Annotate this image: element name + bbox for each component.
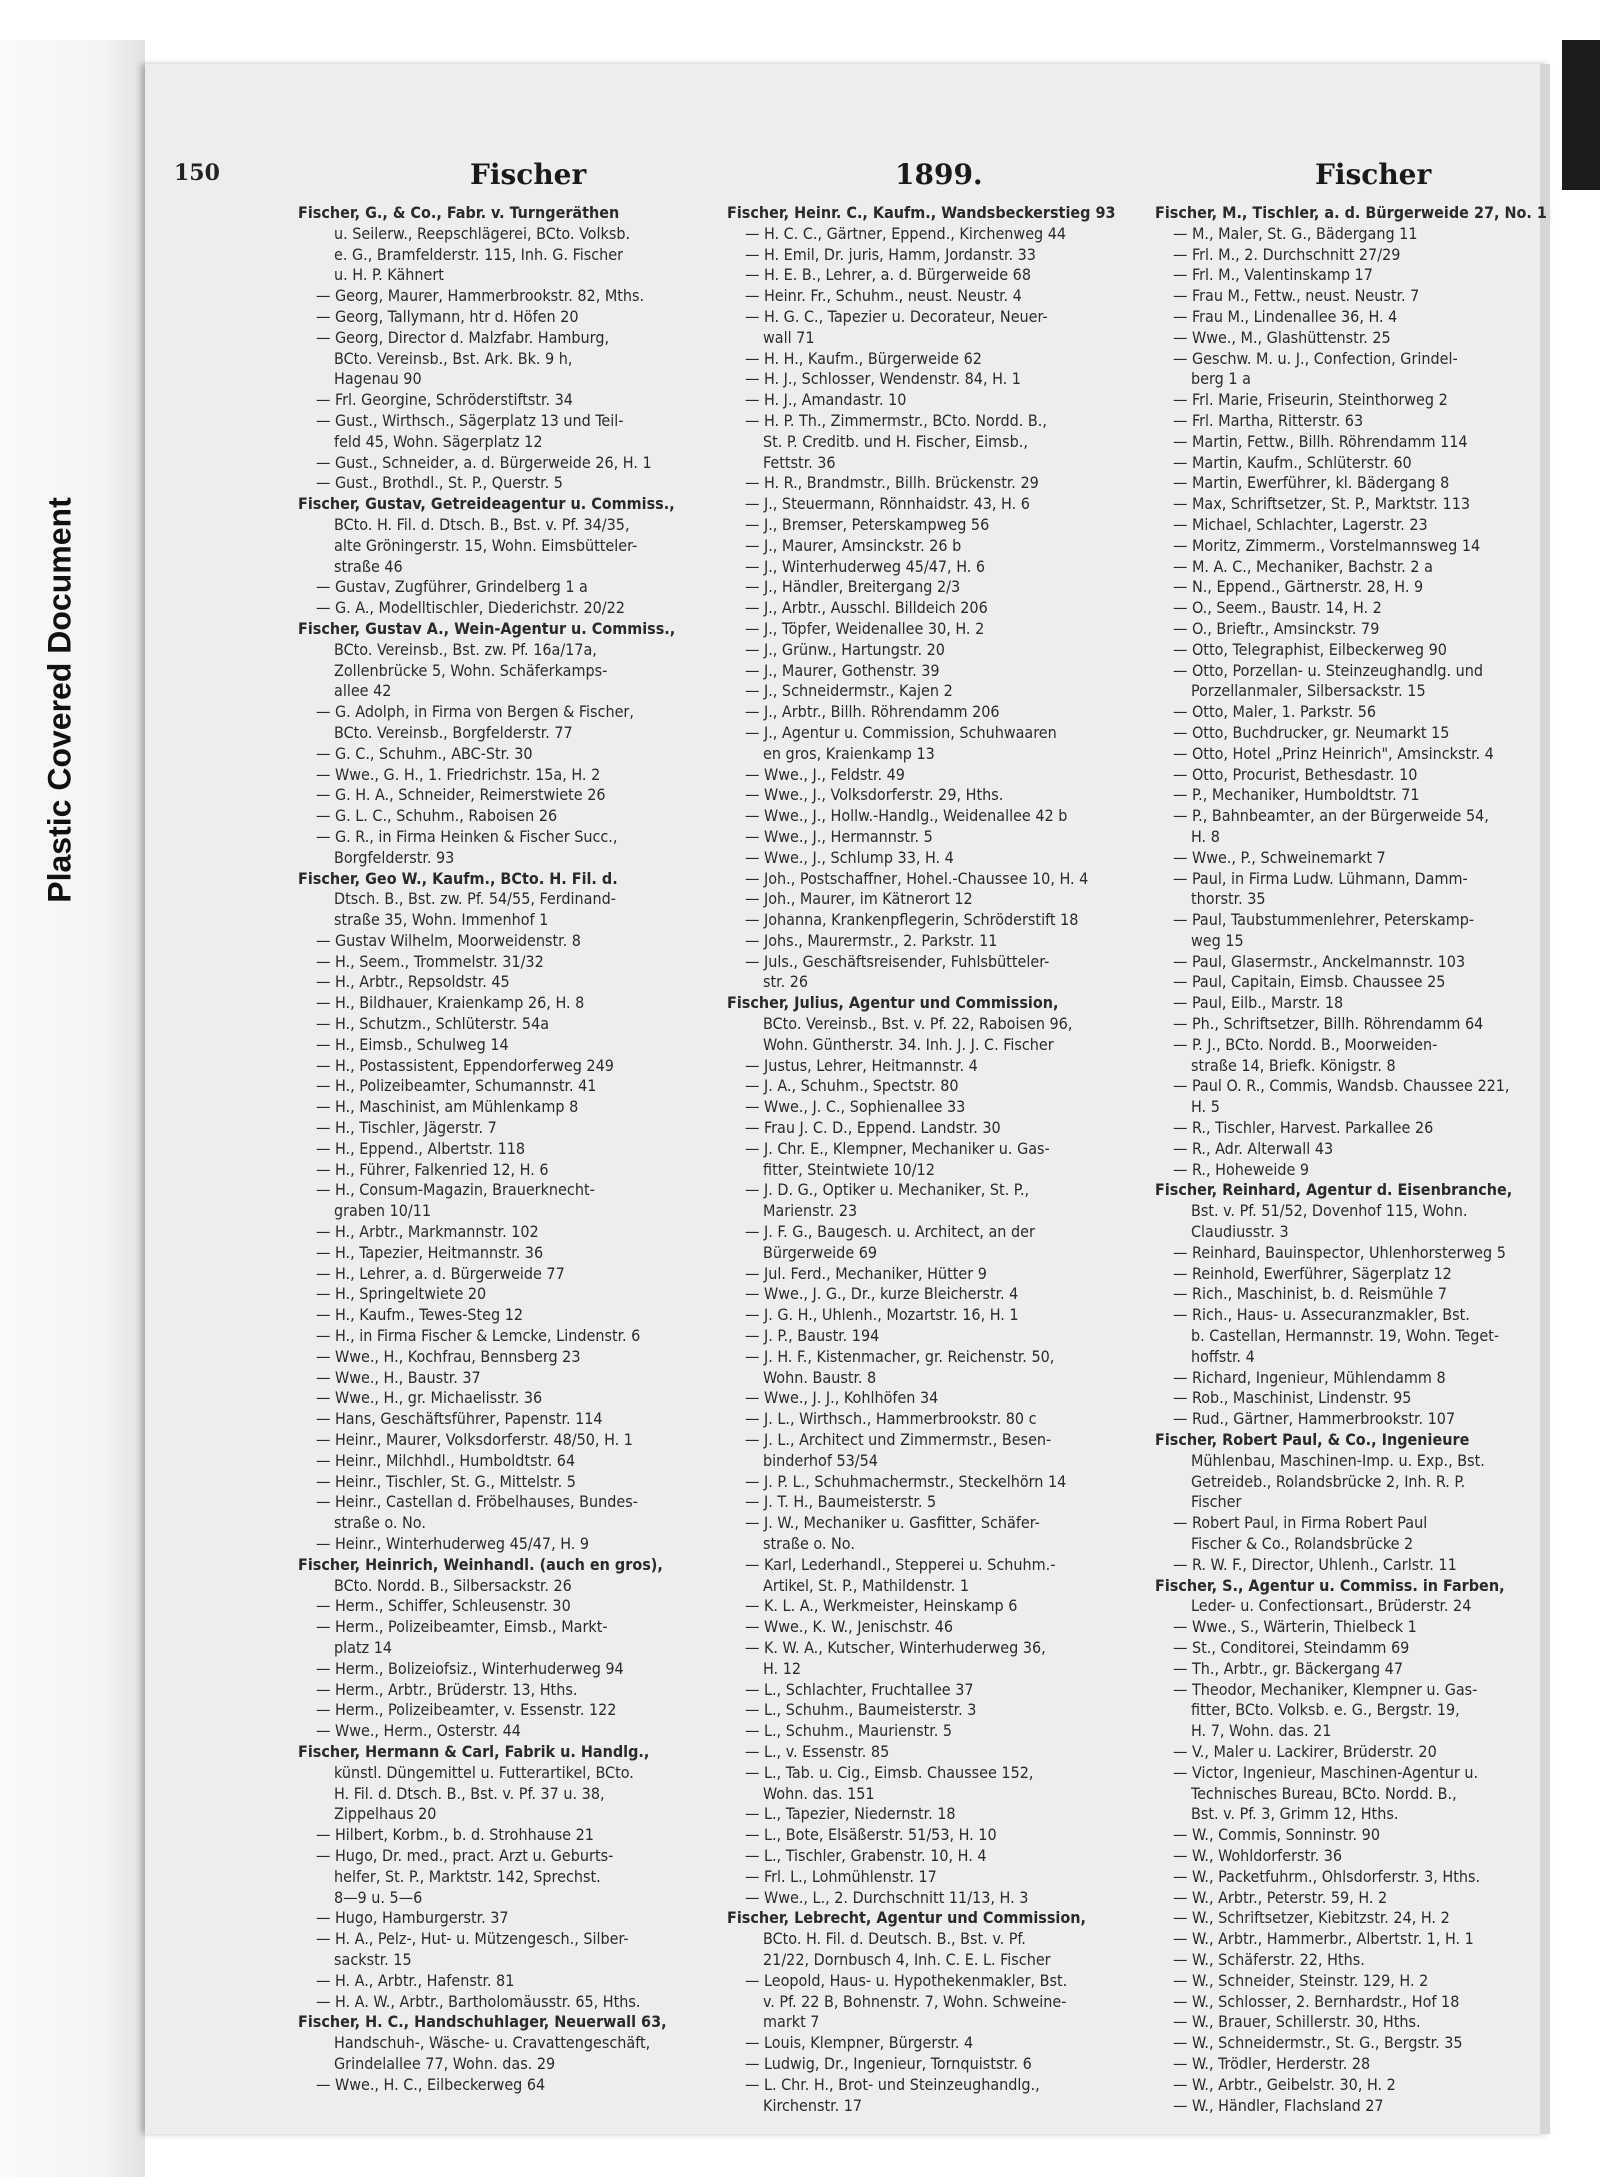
directory-entry-line: — Wwe., J., Volksdorferstr. 29, Hths.: [745, 785, 1004, 805]
directory-entry-line: — H., Tischler, Jägerstr. 7: [316, 1118, 497, 1138]
directory-entry-line: feld 45, Wohn. Sägerplatz 12: [334, 431, 543, 451]
directory-entry-line: Zippelhaus 20: [334, 1804, 437, 1824]
directory-entry-line: Technisches Bureau, BCto. Nordd. B.,: [1191, 1783, 1457, 1803]
directory-entry-line: — J., Agentur u. Commission, Schuhwaaren: [745, 722, 1057, 742]
directory-entry-line: Getreideb., Rolandsbrücke 2, Inh. R. P.: [1191, 1471, 1466, 1491]
directory-entry-line: — J., Arbtr., Billh. Röhrendamm 206: [745, 702, 1000, 722]
directory-entry-line: — J. G. H., Uhlenh., Mozartstr. 16, H. 1: [745, 1305, 1019, 1325]
directory-entry-line: Marienstr. 23: [763, 1201, 858, 1221]
directory-entry-line: — Rich., Haus- u. Assecuranzmakler, Bst.: [1173, 1305, 1470, 1325]
directory-entry-line: — J. A., Schuhm., Spectstr. 80: [745, 1076, 959, 1096]
directory-entry-line: — H. G. C., Tapezier u. Decorateur, Neuer-: [745, 306, 1048, 326]
directory-entry-line: Fischer, M., Tischler, a. d. Bürgerweide 27, No. 1: [1155, 203, 1547, 222]
directory-entry-line: — H. A., Arbtr., Hafenstr. 81: [316, 1970, 515, 1990]
directory-entry-line: — Wwe., K. W., Jenischstr. 46: [745, 1617, 954, 1637]
directory-entry-line: — Wwe., H., gr. Michaelisstr. 36: [316, 1388, 543, 1408]
directory-entry-line: — Georg, Maurer, Hammerbrookstr. 82, Mths.: [316, 286, 645, 306]
directory-entry-line: — Johs., Maurermstr., 2. Parkstr. 11: [745, 930, 998, 950]
column-left: [298, 203, 708, 2096]
directory-entry-line: Wohn. Güntherstr. 34. Inh. J. J. C. Fischer: [763, 1034, 1054, 1054]
directory-entry-line: — Frl. Georgine, Schröderstiftstr. 34: [316, 390, 573, 410]
directory-entry-line: — Paul, in Firma Ludw. Lühmann, Damm-: [1173, 868, 1468, 888]
directory-entry-line: — W., Wohldorferstr. 36: [1173, 1845, 1343, 1865]
directory-entry-line: — Wwe., S., Wärterin, Thielbeck 1: [1173, 1617, 1417, 1637]
directory-entry-line: BCto. H. Fil. d. Dtsch. B., Bst. v. Pf. 34/35,: [334, 514, 630, 534]
directory-entry-line: — H. R., Brandmstr., Billh. Brückenstr. 29: [745, 473, 1039, 493]
directory-entry-line: — Leopold, Haus- u. Hypothekenmakler, Bst.: [745, 1970, 1068, 1990]
directory-entry-line: — R. W. F., Director, Uhlenh., Carlstr. 11: [1173, 1554, 1457, 1574]
directory-entry-line: — Theodor, Mechaniker, Klempner u. Gas-: [1173, 1679, 1478, 1699]
side-label-text: Plastic Covered Document: [41, 497, 78, 903]
directory-entry-line: berg 1 a: [1191, 369, 1251, 389]
directory-entry-line: — V., Maler u. Lackirer, Brüderstr. 20: [1173, 1741, 1437, 1761]
directory-entry-line: — Heinr., Milchhdl., Humboldtstr. 64: [316, 1450, 576, 1470]
directory-entry-line: — N., Eppend., Gärtnerstr. 28, H. 9: [1173, 577, 1424, 597]
directory-entry-line: — Georg, Director d. Malzfabr. Hamburg,: [316, 327, 610, 347]
directory-entry-line: Fischer, Gustav, Getreideagentur u. Commiss.,: [298, 494, 675, 514]
directory-entry-line: — Wwe., L., 2. Durchschnitt 11/13, H. 3: [745, 1887, 1029, 1907]
directory-entry-line: — Wwe., H., Baustr. 37: [316, 1367, 481, 1387]
directory-entry-line: — H. H., Kaufm., Bürgerweide 62: [745, 348, 982, 368]
directory-entry-line: alte Gröningerstr. 15, Wohn. Eimsbütteler-: [334, 535, 638, 555]
directory-entry-line: — O., Brieftr., Amsinckstr. 79: [1173, 618, 1380, 638]
directory-entry-line: BCto. Vereinsb., Bst. zw. Pf. 16a/17a,: [334, 639, 597, 659]
directory-entry-line: — Robert Paul, in Firma Robert Paul: [1173, 1513, 1428, 1533]
directory-entry-line: — L., Schuhm., Baumeisterstr. 3: [745, 1700, 977, 1720]
directory-entry-line: — Joh., Maurer, im Kätnerort 12: [745, 889, 973, 909]
directory-entry-line: — R., Tischler, Harvest. Parkallee 26: [1173, 1118, 1434, 1138]
directory-entry-line: e. G., Bramfelderstr. 115, Inh. G. Fischer: [334, 244, 624, 264]
directory-entry-line: — Martin, Ewerführer, kl. Bädergang 8: [1173, 473, 1450, 493]
directory-entry-line: — H., Führer, Falkenried 12, H. 6: [316, 1159, 549, 1179]
column-middle: [727, 203, 1137, 2116]
directory-entry-line: — H., Bildhauer, Kraienkamp 26, H. 8: [316, 993, 585, 1013]
directory-entry-line: Zollenbrücke 5, Wohn. Schäferkamps-: [334, 660, 608, 680]
directory-entry-line: Leder- u. Confectionsart., Brüderstr. 24: [1191, 1596, 1472, 1616]
directory-entry-line: b. Castellan, Hermannstr. 19, Wohn. Teget-: [1191, 1326, 1500, 1346]
directory-entry-line: — Paul O. R., Commis, Wandsb. Chaussee 221,: [1173, 1076, 1510, 1096]
side-label: [28, 0, 92, 1400]
directory-entry-line: str. 26: [763, 972, 809, 992]
directory-entry-line: Porzellanmaler, Silbersackstr. 15: [1191, 681, 1426, 701]
directory-entry-line: — Ludwig, Dr., Ingenieur, Tornquiststr. 6: [745, 2053, 1032, 2073]
directory-entry-line: — H., Arbtr., Markmannstr. 102: [316, 1222, 539, 1242]
directory-entry-line: — Wwe., Herm., Osterstr. 44: [316, 1721, 521, 1741]
directory-entry-line: — Otto, Maler, 1. Parkstr. 56: [1173, 702, 1377, 722]
directory-entry-line: — Hugo, Hamburgerstr. 37: [316, 1908, 509, 1928]
directory-entry-line: — Otto, Buchdrucker, gr. Neumarkt 15: [1173, 722, 1450, 742]
directory-entry-line: — W., Brauer, Schillerstr. 30, Hths.: [1173, 2012, 1421, 2032]
directory-entry-line: 8—9 u. 5—6: [334, 1887, 423, 1907]
directory-entry-line: Fischer, Heinr. C., Kaufm., Wandsbeckerstieg 93: [727, 203, 1116, 222]
directory-entry-line: — J. T. H., Baumeisterstr. 5: [745, 1492, 937, 1512]
directory-entry-line: — J., Grünw., Hartungstr. 20: [745, 639, 945, 659]
directory-entry-line: — Hans, Geschäftsführer, Papenstr. 114: [316, 1409, 603, 1429]
directory-entry-line: — Wwe., J., Feldstr. 49: [745, 764, 905, 784]
directory-entry-line: — Paul, Taubstummenlehrer, Peterskamp-: [1173, 910, 1475, 930]
directory-entry-line: — J. H. F., Kistenmacher, gr. Reichenstr. 50,: [745, 1346, 1055, 1366]
directory-entry-line: — Herm., Bolizeiofsiz., Winterhuderweg 94: [316, 1658, 624, 1678]
directory-entry-line: — K. L. A., Werkmeister, Heinskamp 6: [745, 1596, 1018, 1616]
directory-entry-line: — Juls., Geschäftsreisender, Fuhlsbütteler-: [745, 951, 1050, 971]
directory-entry-line: — H., Eppend., Albertstr. 118: [316, 1138, 526, 1158]
directory-entry-line: — L., Schlachter, Fruchtallee 37: [745, 1679, 974, 1699]
directory-entry-line: — H., Schutzm., Schlüterstr. 54a: [316, 1014, 550, 1034]
directory-entry-line: BCto. H. Fil. d. Deutsch. B., Bst. v. Pf.: [763, 1929, 1026, 1949]
directory-entry-line: — Otto, Telegraphist, Eilbeckerweg 90: [1173, 639, 1447, 659]
directory-entry-line: — H. J., Schlosser, Wendenstr. 84, H. 1: [745, 369, 1021, 389]
directory-entry-line: — L., Tab. u. Cig., Eimsb. Chaussee 152,: [745, 1762, 1034, 1782]
directory-entry-line: — W., Schneidermstr., St. G., Bergstr. 35: [1173, 2033, 1463, 2053]
directory-entry-line: — Wwe., J., Hermannstr. 5: [745, 826, 933, 846]
directory-entry-line: — Paul, Eilb., Marstr. 18: [1173, 993, 1344, 1013]
directory-entry-line: fitter, Steintwiete 10/12: [763, 1159, 935, 1179]
directory-entry-line: — St., Conditorei, Steindamm 69: [1173, 1637, 1410, 1657]
directory-entry-line: — Heinr., Castellan d. Fröbelhauses, Bundes-: [316, 1492, 638, 1512]
directory-entry-line: — J., Maurer, Amsinckstr. 26 b: [745, 535, 962, 555]
directory-entry-line: Fischer, Geo W., Kaufm., BCto. H. Fil. d.: [298, 868, 618, 888]
directory-entry-line: — L., Bote, Elsäßerstr. 51/53, H. 10: [745, 1825, 997, 1845]
directory-entry-line: — W., Schäferstr. 22, Hths.: [1173, 1949, 1365, 1969]
directory-entry-line: — J. L., Wirthsch., Hammerbrookstr. 80 c: [745, 1409, 1037, 1429]
directory-entry-line: straße 46: [334, 556, 403, 576]
directory-entry-line: hoffstr. 4: [1191, 1346, 1255, 1366]
directory-entry-line: St. P. Creditb. und H. Fischer, Eimsb.,: [763, 431, 1028, 451]
directory-entry-line: — Th., Arbtr., gr. Bäckergang 47: [1173, 1658, 1403, 1678]
directory-entry-line: — H. E. B., Lehrer, a. d. Bürgerweide 68: [745, 265, 1031, 285]
directory-entry-line: — H., Springeltwiete 20: [316, 1284, 487, 1304]
directory-entry-line: — Frau J. C. D., Eppend. Landstr. 30: [745, 1118, 1001, 1138]
directory-entry-line: Grindelallee 77, Wohn. das. 29: [334, 2053, 556, 2073]
directory-entry-line: — Otto, Procurist, Bethesdastr. 10: [1173, 764, 1418, 784]
directory-entry-line: — H., Postassistent, Eppendorferweg 249: [316, 1055, 614, 1075]
directory-entry-line: — L., v. Essenstr. 85: [745, 1741, 890, 1761]
directory-entry-line: — J., Steuermann, Rönnhaidstr. 43, H. 6: [745, 494, 1030, 514]
directory-entry-line: — W., Schneider, Steinstr. 129, H. 2: [1173, 1970, 1429, 1990]
directory-entry-line: — G. L. C., Schuhm., Raboisen 26: [316, 806, 558, 826]
directory-entry-line: — G. Adolph, in Firma von Bergen & Fischer,: [316, 702, 634, 722]
directory-entry-line: — Herm., Schiffer, Schleusenstr. 30: [316, 1596, 571, 1616]
directory-entry-line: u. Seilerw., Reepschlägerei, BCto. Volksb.: [334, 223, 631, 243]
directory-entry-line: Fischer, H. C., Handschuhlager, Neuerwall 63,: [298, 2012, 667, 2032]
directory-entry-line: Artikel, St. P., Mathildenstr. 1: [763, 1575, 969, 1595]
directory-entry-line: — Johanna, Krankenpflegerin, Schröderstift 18: [745, 910, 1079, 930]
directory-entry-line: — H., Polizeibeamter, Schumannstr. 41: [316, 1076, 597, 1096]
directory-entry-line: — J. W., Mechaniker u. Gasfitter, Schäfer-: [745, 1513, 1040, 1533]
directory-entry-line: — Heinr., Tischler, St. G., Mittelstr. 5: [316, 1471, 576, 1491]
directory-entry-line: — Rob., Maschinist, Lindenstr. 95: [1173, 1388, 1412, 1408]
directory-entry-line: — L., Schuhm., Maurienstr. 5: [745, 1721, 953, 1741]
directory-entry-line: — H., Consum-Magazin, Brauerknecht-: [316, 1180, 595, 1200]
directory-entry-line: — Gust., Brothdl., St. P., Querstr. 5: [316, 473, 563, 493]
directory-entry-line: — J., Arbtr., Ausschl. Billdeich 206: [745, 598, 988, 618]
directory-entry-line: — W., Arbtr., Hammerbr., Albertstr. 1, H. 1: [1173, 1929, 1474, 1949]
directory-entry-line: — Herm., Polizeibeamter, Eimsb., Markt-: [316, 1617, 608, 1637]
directory-entry-line: — J. F. G., Baugesch. u. Architect, an der: [745, 1222, 1035, 1242]
directory-entry-line: — Joh., Postschaffner, Hohel.-Chaussee 10, H. 4: [745, 868, 1089, 888]
directory-entry-line: — H., Lehrer, a. d. Bürgerweide 77: [316, 1263, 565, 1283]
directory-entry-line: H. 8: [1191, 826, 1220, 846]
directory-entry-line: Fischer, Lebrecht, Agentur und Commission,: [727, 1908, 1086, 1928]
directory-entry-line: — Georg, Tallymann, htr d. Höfen 20: [316, 306, 579, 326]
directory-entry-line: — H., Tapezier, Heitmannstr. 36: [316, 1242, 544, 1262]
directory-entry-line: — Wwe., J. C., Sophienallee 33: [745, 1097, 966, 1117]
directory-entry-line: — W., Trödler, Herderstr. 28: [1173, 2053, 1371, 2073]
directory-entry-line: — Max, Schriftsetzer, St. P., Marktstr. 113: [1173, 494, 1470, 514]
directory-entry-line: graben 10/11: [334, 1201, 432, 1221]
directory-entry-line: — Frl. Martha, Ritterstr. 63: [1173, 410, 1364, 430]
directory-entry-line: — Otto, Porzellan- u. Steinzeughandlg. und: [1173, 660, 1484, 680]
directory-entry-line: fitter, BCto. Volksb. e. G., Bergstr. 19,: [1191, 1700, 1460, 1720]
directory-entry-line: Dtsch. B., Bst. zw. Pf. 54/55, Ferdinand-: [334, 889, 616, 909]
directory-entry-line: Fettstr. 36: [763, 452, 836, 472]
directory-entry-line: — H., Eimsb., Schulweg 14: [316, 1034, 509, 1054]
directory-entry-line: — J. D. G., Optiker u. Mechaniker, St. P.,: [745, 1180, 1030, 1200]
header-left: Fischer: [470, 158, 587, 191]
directory-entry-line: H. 12: [763, 1658, 801, 1678]
directory-entry-line: — P., Bahnbeamter, an der Bürgerweide 54,: [1173, 806, 1489, 826]
directory-entry-line: — W., Arbtr., Geibelstr. 30, H. 2: [1173, 2074, 1396, 2094]
directory-entry-line: Fischer, Gustav A., Wein-Agentur u. Commiss.,: [298, 618, 676, 638]
directory-entry-line: — L., Tapezier, Niedernstr. 18: [745, 1804, 956, 1824]
directory-entry-line: — J., Schneidermstr., Kajen 2: [745, 681, 953, 701]
directory-entry-line: — J., Maurer, Gothenstr. 39: [745, 660, 940, 680]
directory-entry-line: weg 15: [1191, 930, 1244, 950]
directory-entry-line: BCto. Vereinsb., Borgfelderstr. 77: [334, 722, 573, 742]
directory-entry-line: helfer, St. P., Marktstr. 142, Sprechst.: [334, 1866, 601, 1886]
directory-entry-line: — Gust., Wirthsch., Sägerplatz 13 und Teil-: [316, 410, 624, 430]
directory-entry-line: — H., Maschinist, am Mühlenkamp 8: [316, 1097, 579, 1117]
directory-entry-line: — W., Händler, Flachsland 27: [1173, 2095, 1384, 2115]
directory-entry-line: — H., Arbtr., Repsoldstr. 45: [316, 972, 510, 992]
directory-entry-line: — Heinr. Fr., Schuhm., neust. Neustr. 4: [745, 286, 1022, 306]
directory-entry-line: — Wwe., J. J., Kohlhöfen 34: [745, 1388, 939, 1408]
directory-entry-line: — Heinr., Maurer, Volksdorferstr. 48/50, H. 1: [316, 1430, 633, 1450]
directory-entry-line: — G. C., Schuhm., ABC-Str. 30: [316, 743, 533, 763]
directory-entry-line: Mühlenbau, Maschinen-Imp. u. Exp., Bst.: [1191, 1450, 1485, 1470]
directory-entry-line: Kirchenstr. 17: [763, 2095, 863, 2115]
directory-entry-line: Bst. v. Pf. 51/52, Dovenhof 115, Wohn.: [1191, 1201, 1468, 1221]
header-center: 1899.: [895, 158, 983, 191]
directory-entry-line: Fischer, Robert Paul, & Co., Ingenieure: [1155, 1430, 1470, 1450]
directory-entry-line: — Wwe., G. H., 1. Friedrichstr. 15a, H. 2: [316, 764, 601, 784]
directory-entry-line: v. Pf. 22 B, Bohnenstr. 7, Wohn. Schweine-: [763, 1991, 1067, 2011]
directory-entry-line: — G. R., in Firma Heinken & Fischer Succ.,: [316, 826, 618, 846]
directory-entry-line: — H. A. W., Arbtr., Bartholomäusstr. 65, Hths.: [316, 1991, 641, 2011]
directory-entry-line: Fischer & Co., Rolandsbrücke 2: [1191, 1534, 1414, 1553]
directory-entry-line: — Richard, Ingenieur, Mühlendamm 8: [1173, 1367, 1446, 1387]
directory-entry-line: — Hugo, Dr. med., pract. Arzt u. Geburts-: [316, 1845, 614, 1865]
directory-entry-line: — H. A., Pelz-, Hut- u. Mützengesch., Silber-: [316, 1929, 629, 1949]
directory-entry-line: — R., Hoheweide 9: [1173, 1159, 1310, 1179]
directory-entry-line: Fischer, Reinhard, Agentur d. Eisenbranche,: [1155, 1180, 1513, 1200]
directory-entry-line: — Victor, Ingenieur, Maschinen-Agentur u.: [1173, 1762, 1479, 1782]
directory-entry-line: — Herm., Arbtr., Brüderstr. 13, Hths.: [316, 1679, 578, 1699]
directory-entry-line: sackstr. 15: [334, 1949, 412, 1969]
directory-entry-line: — Louis, Klempner, Bürgerstr. 4: [745, 2033, 974, 2053]
directory-entry-line: — Jul. Ferd., Mechaniker, Hütter 9: [745, 1263, 987, 1283]
directory-entry-line: BCto. Nordd. B., Silbersackstr. 26: [334, 1575, 572, 1595]
directory-entry-line: — Ph., Schriftsetzer, Billh. Röhrendamm 64: [1173, 1014, 1484, 1034]
directory-entry-line: — W., Arbtr., Peterstr. 59, H. 2: [1173, 1887, 1388, 1907]
dark-corner: [1562, 40, 1600, 190]
directory-entry-line: Fischer, Heinrich, Weinhandl. (auch en gros),: [298, 1554, 663, 1574]
directory-entry-line: — W., Packetfuhrm., Ohlsdorferstr. 3, Hths.: [1173, 1866, 1481, 1886]
directory-entry-line: — Gustav, Zugführer, Grindelberg 1 a: [316, 577, 588, 597]
page-number: 150: [174, 160, 220, 186]
directory-entry-line: — Martin, Kaufm., Schlüterstr. 60: [1173, 452, 1412, 472]
directory-entry-line: — H. C. C., Gärtner, Eppend., Kirchenweg 44: [745, 223, 1067, 243]
directory-entry-line: straße 14, Briefk. Königstr. 8: [1191, 1055, 1396, 1075]
directory-entry-line: — J., Bremser, Peterskampweg 56: [745, 514, 990, 534]
directory-entry-line: — P. J., BCto. Nordd. B., Moorweiden-: [1173, 1034, 1438, 1054]
directory-entry-line: — H., in Firma Fischer & Lemcke, Lindenstr. 6: [316, 1326, 641, 1346]
directory-entry-line: straße o. No.: [763, 1534, 855, 1553]
directory-entry-line: platz 14: [334, 1637, 393, 1657]
directory-entry-line: Fischer: [1191, 1492, 1242, 1512]
directory-entry-line: — Herm., Polizeibeamter, v. Essenstr. 122: [316, 1700, 617, 1720]
directory-entry-line: Bst. v. Pf. 3, Grimm 12, Hths.: [1191, 1804, 1399, 1824]
directory-entry-line: — Wwe., J., Schlump 33, H. 4: [745, 847, 954, 867]
directory-entry-line: markt 7: [763, 2012, 820, 2032]
directory-entry-line: straße o. No.: [334, 1513, 426, 1533]
directory-entry-line: — Karl, Lederhandl., Stepperei u. Schuhm.-: [745, 1554, 1056, 1574]
directory-entry-line: Fischer, G., & Co., Fabr. v. Turngeräthen: [298, 203, 620, 222]
directory-entry-line: — M., Maler, St. G., Bädergang 11: [1173, 223, 1418, 243]
directory-entry-line: u. H. P. Kähnert: [334, 265, 444, 285]
directory-entry-line: — P., Mechaniker, Humboldtstr. 71: [1173, 785, 1420, 805]
directory-entry-line: — Wwe., M., Glashüttenstr. 25: [1173, 327, 1391, 347]
directory-entry-line: — Wwe., H. C., Eilbeckerweg 64: [316, 2074, 546, 2094]
directory-entry-line: H. 5: [1191, 1097, 1220, 1117]
directory-entry-line: — G. A., Modelltischler, Diederichstr. 20/22: [316, 598, 625, 618]
directory-entry-line: Borgfelderstr. 93: [334, 847, 455, 867]
directory-entry-line: — Martin, Fettw., Billh. Röhrendamm 114: [1173, 431, 1468, 451]
directory-entry-line: en gros, Kraienkamp 13: [763, 743, 935, 763]
directory-entry-line: — Gust., Schneider, a. d. Bürgerweide 26, H. 1: [316, 452, 652, 472]
directory-entry-line: — Paul, Capitain, Eimsb. Chaussee 25: [1173, 972, 1446, 992]
directory-entry-line: Claudiusstr. 3: [1191, 1222, 1289, 1242]
directory-entry-line: — J. Chr. E., Klempner, Mechaniker u. Gas-: [745, 1138, 1050, 1158]
directory-entry-line: Handschuh-, Wäsche- u. Cravattengeschäft,: [334, 2033, 651, 2053]
directory-entry-line: — Frl. M., 2. Durchschnitt 27/29: [1173, 244, 1401, 264]
directory-entry-line: straße 35, Wohn. Immenhof 1: [334, 910, 549, 930]
directory-entry-line: thorstr. 35: [1191, 889, 1266, 909]
directory-entry-line: — H., Seem., Trommelstr. 31/32: [316, 951, 544, 971]
directory-entry-line: — Geschw. M. u. J., Confection, Grindel-: [1173, 348, 1458, 368]
directory-entry-line: — Heinr., Winterhuderweg 45/47, H. 9: [316, 1534, 590, 1553]
directory-entry-line: Bürgerweide 69: [763, 1242, 878, 1262]
directory-entry-line: — Reinhold, Ewerführer, Sägerplatz 12: [1173, 1263, 1452, 1283]
directory-entry-line: — R., Adr. Alterwall 43: [1173, 1138, 1334, 1158]
directory-entry-line: — J., Winterhuderweg 45/47, H. 6: [745, 556, 986, 576]
directory-entry-line: — W., Commis, Sonninstr. 90: [1173, 1825, 1380, 1845]
directory-entry-line: — Frl. M., Valentinskamp 17: [1173, 265, 1373, 285]
directory-entry-line: — Rud., Gärtner, Hammerbrookstr. 107: [1173, 1409, 1456, 1429]
directory-entry-line: — H. Emil, Dr. juris, Hamm, Jordanstr. 33: [745, 244, 1036, 264]
directory-entry-line: — G. H. A., Schneider, Reimerstwiete 26: [316, 785, 606, 805]
directory-entry-line: — H. P. Th., Zimmermstr., BCto. Nordd. B.,: [745, 410, 1047, 430]
column-right: [1155, 203, 1565, 2116]
directory-entry-line: — Reinhard, Bauinspector, Uhlenhorsterweg 5: [1173, 1242, 1506, 1262]
directory-entry-line: Hagenau 90: [334, 369, 422, 389]
directory-entry-line: BCto. Vereinsb., Bst. Ark. Bk. 9 h,: [334, 348, 573, 368]
header-right: Fischer: [1315, 158, 1432, 191]
directory-entry-line: Wohn. das. 151: [763, 1783, 875, 1803]
directory-entry-line: — J., Händler, Breitergang 2/3: [745, 577, 961, 597]
directory-entry-line: — Justus, Lehrer, Heitmannstr. 4: [745, 1055, 978, 1075]
directory-entry-line: — Gustav Wilhelm, Moorweidenstr. 8: [316, 930, 581, 950]
directory-entry-line: — M. A. C., Mechaniker, Bachstr. 2 a: [1173, 556, 1433, 576]
directory-entry-line: — H. J., Amandastr. 10: [745, 390, 907, 410]
directory-entry-line: — W., Schlosser, 2. Bernhardstr., Hof 18: [1173, 1991, 1460, 2011]
directory-entry-line: — Wwe., P., Schweinemarkt 7: [1173, 847, 1386, 867]
directory-entry-line: — J., Töpfer, Weidenallee 30, H. 2: [745, 618, 985, 638]
directory-entry-line: — L., Tischler, Grabenstr. 10, H. 4: [745, 1845, 987, 1865]
directory-entry-line: — Wwe., J., Hollw.-Handlg., Weidenallee 42 b: [745, 806, 1068, 826]
directory-entry-line: 21/22, Dornbusch 4, Inh. C. E. L. Fischer: [763, 1949, 1051, 1969]
directory-entry-line: H. 7, Wohn. das. 21: [1191, 1721, 1332, 1741]
directory-entry-line: — Frl. Marie, Friseurin, Steinthorweg 2: [1173, 390, 1448, 410]
directory-entry-line: künstl. Düngemittel u. Futterartikel, BCto.: [334, 1762, 634, 1782]
directory-entry-line: — J. L., Architect und Zimmermstr., Besen-: [745, 1430, 1052, 1450]
directory-entry-line: wall 71: [763, 327, 815, 347]
directory-entry-line: Fischer, Julius, Agentur und Commission,: [727, 993, 1059, 1013]
directory-entry-line: — O., Seem., Baustr. 14, H. 2: [1173, 598, 1382, 618]
directory-entry-line: — Moritz, Zimmerm., Vorstelmannsweg 14: [1173, 535, 1481, 555]
directory-entry-line: — Frau M., Lindenallee 36, H. 4: [1173, 306, 1398, 326]
directory-entry-line: — Otto, Hotel „Prinz Heinrich", Amsinckstr. 4: [1173, 743, 1494, 763]
directory-entry-line: binderhof 53/54: [763, 1450, 878, 1470]
directory-entry-line: — Wwe., J. G., Dr., kurze Bleicherstr. 4: [745, 1284, 1019, 1304]
directory-entry-line: — W., Schriftsetzer, Kiebitzstr. 24, H. 2: [1173, 1908, 1450, 1928]
directory-entry-line: — J. P. L., Schuhmachermstr., Steckelhörn 14: [745, 1471, 1067, 1491]
directory-entry-line: — Hilbert, Korbm., b. d. Strohhause 21: [316, 1825, 594, 1845]
directory-entry-line: — J. P., Baustr. 194: [745, 1326, 880, 1346]
directory-entry-line: — H., Kaufm., Tewes-Steg 12: [316, 1305, 524, 1325]
directory-entry-line: Wohn. Baustr. 8: [763, 1367, 877, 1387]
directory-entry-line: — Frl. L., Lohmühlenstr. 17: [745, 1866, 937, 1886]
directory-entry-line: — L. Chr. H., Brot- und Steinzeughandlg.,: [745, 2074, 1040, 2094]
directory-entry-line: — Wwe., H., Kochfrau, Bennsberg 23: [316, 1346, 581, 1366]
directory-entry-line: allee 42: [334, 681, 392, 701]
directory-entry-line: H. Fil. d. Dtsch. B., Bst. v. Pf. 37 u. 38,: [334, 1783, 605, 1803]
directory-entry-line: — Michael, Schlachter, Lagerstr. 23: [1173, 514, 1428, 534]
directory-entry-line: Fischer, S., Agentur u. Commiss. in Farben,: [1155, 1575, 1505, 1595]
directory-entry-line: — K. W. A., Kutscher, Winterhuderweg 36,: [745, 1637, 1046, 1657]
directory-entry-line: BCto. Vereinsb., Bst. v. Pf. 22, Raboisen 96,: [763, 1014, 1073, 1034]
directory-entry-line: — Rich., Maschinist, b. d. Reismühle 7: [1173, 1284, 1447, 1304]
directory-entry-line: Fischer, Hermann & Carl, Fabrik u. Handlg.,: [298, 1741, 650, 1761]
directory-entry-line: — Paul, Glasermstr., Anckelmannstr. 103: [1173, 951, 1466, 971]
directory-entry-line: — Frau M., Fettw., neust. Neustr. 7: [1173, 286, 1420, 306]
